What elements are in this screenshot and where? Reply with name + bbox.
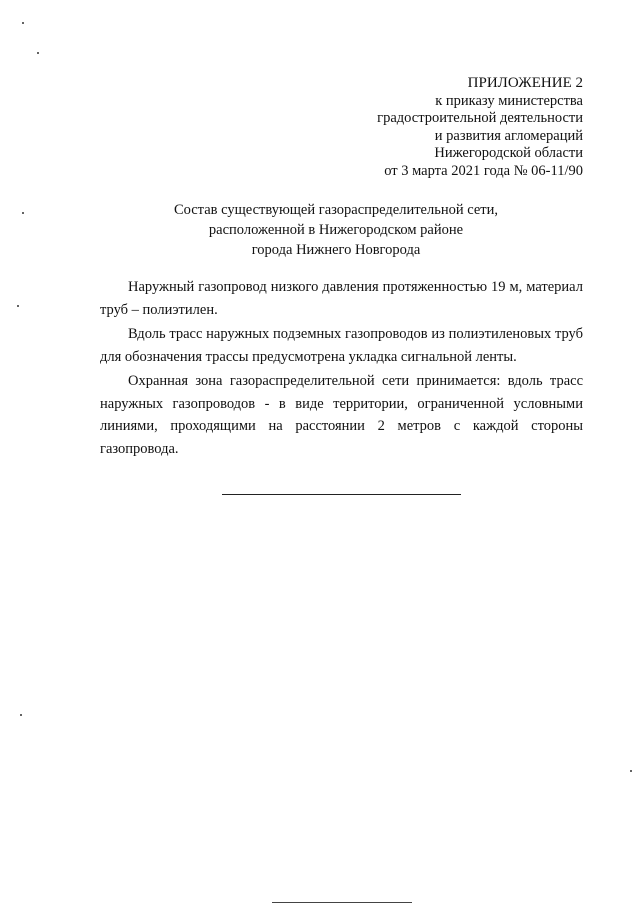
appendix-title: ПРИЛОЖЕНИЕ 2	[467, 75, 583, 91]
end-divider-line	[222, 494, 461, 495]
title-line: Состав существующей газораспределительной сети,	[173, 202, 499, 218]
region-name-line: Нижегородской области	[434, 145, 583, 162]
order-reference-line: к приказу министерства	[435, 92, 583, 109]
appendix-header	[377, 75, 583, 181]
body-paragraph: Наружный газопровод низкого давления протяженностью 19 м, материал труб – полиэтилен.	[100, 279, 583, 318]
document-title	[0, 200, 640, 260]
title-line: города Нижнего Новгорода	[251, 242, 421, 258]
ministry-name-line: градостроительной деятельности	[377, 110, 583, 127]
scan-speck	[22, 22, 24, 24]
ministry-name-line: и развития агломераций	[434, 127, 583, 144]
document-body	[100, 276, 583, 462]
scan-speck	[20, 714, 22, 716]
scan-speck	[37, 52, 39, 54]
bottom-edge-line	[272, 902, 412, 903]
scan-speck	[17, 305, 19, 307]
body-paragraph: Вдоль трасс наружных подземных газопроводов из полиэтиленовых труб для обозначения трассы предусмотрена укладка сигнальной ленты.	[100, 326, 583, 365]
order-date-number: от 3 марта 2021 года № 06-11/90	[384, 162, 583, 179]
body-paragraph: Охранная зона газораспределительной сети принимается: вдоль трасс наружных газопроводов - в виде территории, ограниченной условными линиями, проходящими на расстоянии 2 метров с каждой стороны газопровода.	[100, 373, 583, 457]
title-line: расположенной в Нижегородском районе	[208, 222, 464, 238]
scan-speck	[630, 770, 632, 772]
